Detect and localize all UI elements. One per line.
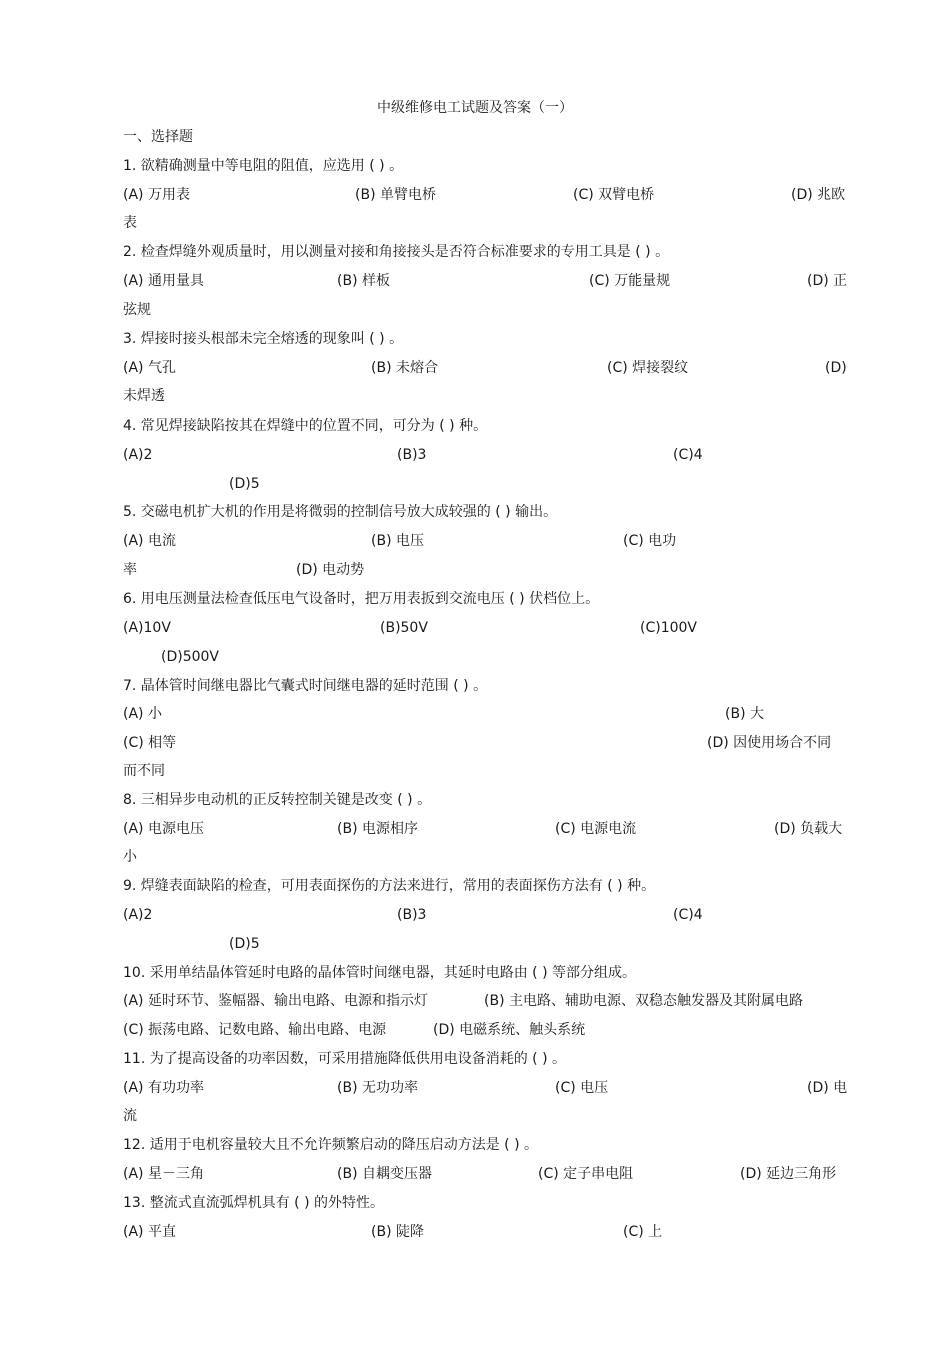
option-a: (A) 电流	[123, 533, 176, 549]
option-a: (A) 延时环节、鉴幅器、输出电路、电源和指示灯	[123, 993, 428, 1009]
question-stem: 10. 采用单结晶体管延时电路的晶体管时间继电器，其延时电路由 ( ) 等部分组成。	[123, 965, 636, 981]
question-stem: 6. 用电压测量法检查低压电气设备时，把万用表扳到交流电压 ( ) 伏档位上。	[123, 591, 600, 607]
option-b: (B) 电压	[371, 533, 424, 549]
option-b: (B) 自耦变压器	[337, 1166, 432, 1182]
option-a: (A) 平直	[123, 1224, 176, 1240]
option-continuation: 流	[123, 1108, 137, 1124]
option-d: (D)5	[229, 476, 260, 492]
section-heading: 一、选择题	[123, 129, 193, 145]
option-a: (A) 气孔	[123, 360, 176, 376]
option-c: (C) 电功	[623, 533, 677, 549]
question-stem: 13. 整流式直流弧焊机具有 ( ) 的外特性。	[123, 1195, 384, 1211]
question-stem: 7. 晶体管时间继电器比气囊式时间继电器的延时范围 ( ) 。	[123, 678, 488, 694]
option-c: (C) 双臂电桥	[573, 187, 655, 203]
option-b: (B)3	[397, 447, 427, 463]
question-stem: 4. 常见焊接缺陷按其在焊缝中的位置不同，可分为 ( ) 种。	[123, 418, 488, 434]
option-continuation: 表	[123, 215, 137, 231]
option-b: (B) 电源相序	[337, 821, 418, 837]
option-continuation: 率	[123, 562, 137, 578]
option-a: (A) 星－三角	[123, 1166, 204, 1182]
option-c: (C) 电压	[555, 1080, 609, 1096]
option-c: (C)4	[673, 447, 703, 463]
option-b: (B) 陡降	[371, 1224, 424, 1240]
question-stem: 2. 检查焊缝外观质量时，用以测量对接和角接接头是否符合标准要求的专用工具是 ( ) 。	[123, 244, 670, 260]
question-stem: 3. 焊接时接头根部未完全熔透的现象叫 ( ) 。	[123, 331, 404, 347]
option-a: (A)2	[123, 907, 153, 923]
option-d: (D) 电磁系统、触头系统	[433, 1022, 586, 1038]
option-d: (D) 延边三角形	[740, 1166, 837, 1182]
option-b: (B)3	[397, 907, 427, 923]
option-d: (D)	[825, 360, 847, 376]
option-c: (C) 振荡电路、记数电路、输出电路、电源	[123, 1022, 387, 1038]
option-continuation: 弦规	[123, 302, 151, 318]
option-d: (D) 负载大	[774, 821, 843, 837]
question-stem: 12. 适用于电机容量较大且不允许频繁启动的降压启动方法是 ( ) 。	[123, 1137, 538, 1153]
question-stem: 9. 焊缝表面缺陷的检查，可用表面探伤的方法来进行，常用的表面探伤方法有 ( ) 种。	[123, 878, 656, 894]
option-continuation: 小	[123, 849, 137, 865]
option-a: (A) 电源电压	[123, 821, 204, 837]
option-d: (D)500V	[161, 649, 220, 665]
option-b: (B)50V	[380, 620, 428, 636]
document-title: 中级维修电工试题及答案（一）	[377, 100, 573, 116]
option-b: (B) 大	[725, 706, 764, 722]
option-b: (B) 单臂电桥	[355, 187, 436, 203]
option-c: (C) 定子串电阻	[538, 1166, 634, 1182]
option-b: (B) 主电路、辅助电源、双稳态触发器及其附属电路	[484, 993, 803, 1009]
option-a: (A) 万用表	[123, 187, 190, 203]
option-continuation: 未焊透	[123, 388, 165, 404]
option-b: (B) 未熔合	[371, 360, 438, 376]
question-stem: 8. 三相异步电动机的正反转控制关键是改变 ( ) 。	[123, 792, 432, 808]
question-stem: 11. 为了提高设备的功率因数，可采用措施降低供用电设备消耗的 ( ) 。	[123, 1051, 566, 1067]
option-d: (D)5	[229, 936, 260, 952]
question-stem: 5. 交磁电机扩大机的作用是将微弱的控制信号放大成较强的 ( ) 输出。	[123, 504, 558, 520]
option-d: (D) 兆欧	[791, 187, 846, 203]
option-d: (D) 电动势	[296, 562, 365, 578]
option-c: (C) 上	[623, 1224, 663, 1240]
option-b: (B) 无功功率	[337, 1080, 418, 1096]
option-a: (A) 小	[123, 706, 162, 722]
option-a: (A)10V	[123, 620, 171, 636]
option-c: (C)100V	[640, 620, 697, 636]
option-d: (D) 电	[807, 1080, 848, 1096]
option-a: (A) 有功功率	[123, 1080, 204, 1096]
option-d: (D) 正	[807, 273, 848, 289]
option-c: (C) 焊接裂纹	[607, 360, 689, 376]
option-continuation: 而不同	[123, 763, 165, 779]
option-b: (B) 样板	[337, 273, 390, 289]
option-c: (C) 电源电流	[555, 821, 637, 837]
option-c: (C) 万能量规	[589, 273, 671, 289]
option-a: (A)2	[123, 447, 153, 463]
option-c: (C)4	[673, 907, 703, 923]
question-stem: 1. 欲精确测量中等电阻的阻值，应选用 ( ) 。	[123, 158, 404, 174]
option-d: (D) 因使用场合不同	[707, 735, 832, 751]
option-a: (A) 通用量具	[123, 273, 204, 289]
option-c: (C) 相等	[123, 735, 177, 751]
